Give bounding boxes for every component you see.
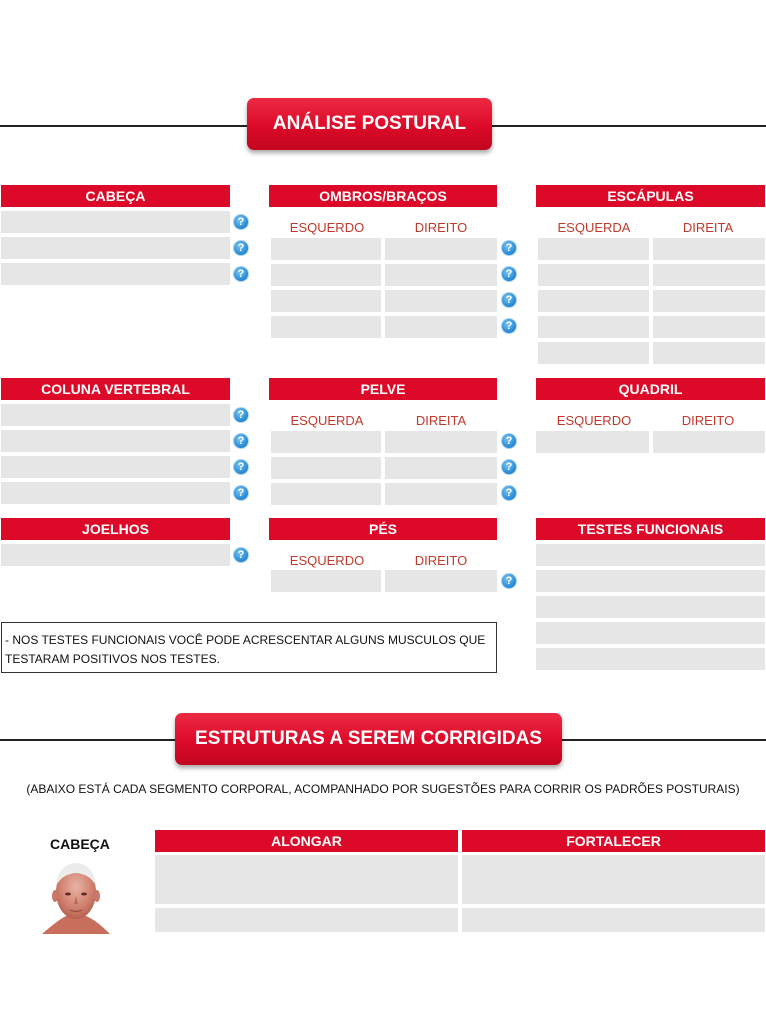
input-testes-3[interactable]: [536, 596, 765, 618]
header-fortalecer: [462, 830, 765, 852]
header-ombros-bracos: [269, 185, 497, 207]
subheader-esquerda: ESQUERDA: [557, 220, 631, 235]
input-testes-5[interactable]: [536, 648, 765, 670]
help-glyph: ?: [505, 487, 513, 499]
input-escapulas-dir-2[interactable]: [653, 264, 765, 286]
subheader-direita: DIREITA: [682, 220, 734, 235]
note-box: [1, 622, 497, 673]
input-quadril-esq-1[interactable]: [536, 431, 649, 453]
help-glyph: ?: [505, 268, 513, 280]
help-icon[interactable]: [233, 485, 249, 501]
input-pelve-dir-1[interactable]: [385, 431, 497, 453]
input-ombros-dir-4[interactable]: [385, 316, 497, 338]
input-escapulas-dir-5[interactable]: [653, 342, 765, 364]
help-icon[interactable]: [233, 266, 249, 282]
input-testes-2[interactable]: [536, 570, 765, 592]
help-glyph: ?: [237, 242, 245, 254]
input-testes-4[interactable]: [536, 622, 765, 644]
input-ombros-dir-2[interactable]: [385, 264, 497, 286]
header-text: JOELHOS: [82, 521, 149, 537]
section-title-estruturas: [175, 713, 562, 765]
section-title-text: ANÁLISE POSTURAL: [272, 113, 467, 134]
input-alongar-2[interactable]: [155, 908, 458, 932]
help-icon[interactable]: [501, 459, 517, 475]
help-icon[interactable]: [501, 266, 517, 282]
input-joelhos-1[interactable]: [1, 544, 230, 566]
help-glyph: ?: [505, 435, 513, 447]
help-glyph: ?: [237, 216, 245, 228]
help-glyph: ?: [505, 294, 513, 306]
input-ombros-esq-2[interactable]: [271, 264, 381, 286]
input-cabeca-1[interactable]: [1, 211, 230, 233]
input-pes-esq-1[interactable]: [271, 570, 381, 592]
help-glyph: ?: [505, 242, 513, 254]
header-text: QUADRIL: [618, 381, 683, 397]
segment-label: CABEÇA: [50, 836, 110, 852]
input-ombros-esq-1[interactable]: [271, 238, 381, 260]
help-icon[interactable]: [501, 433, 517, 449]
header-alongar: [155, 830, 458, 852]
section-caption: (ABAIXO ESTÁ CADA SEGMENTO CORPORAL, ACOMPANHADO POR SUGESTÕES PARA CORRIR OS PADRÕES POSTURAIS): [26, 782, 740, 796]
header-text: PELVE: [360, 381, 406, 397]
head-anatomy-image: [40, 858, 112, 934]
header-text: OMBROS/BRAÇOS: [319, 188, 447, 204]
header-text: ALONGAR: [271, 833, 342, 849]
input-ombros-esq-3[interactable]: [271, 290, 381, 312]
header-text: TESTES FUNCIONAIS: [577, 521, 724, 537]
input-pes-dir-1[interactable]: [385, 570, 497, 592]
input-ombros-esq-4[interactable]: [271, 316, 381, 338]
header-text: COLUNA VERTEBRAL: [41, 381, 190, 397]
section-title-text: ESTRUTURAS A SEREM CORRIGIDAS: [195, 728, 542, 749]
input-escapulas-esq-4[interactable]: [538, 316, 649, 338]
help-glyph: ?: [237, 461, 245, 473]
subheader-esquerdo: ESQUERDO: [289, 553, 365, 568]
help-glyph: ?: [237, 549, 245, 561]
subheader-direita: DIREITA: [415, 413, 467, 428]
help-icon[interactable]: [233, 214, 249, 230]
help-icon[interactable]: [501, 573, 517, 589]
input-pelve-dir-2[interactable]: [385, 457, 497, 479]
header-quadril: [536, 378, 765, 400]
help-icon[interactable]: [233, 459, 249, 475]
help-glyph: ?: [505, 461, 513, 473]
header-testes-funcionais: [536, 518, 765, 540]
input-cabeca-2[interactable]: [1, 237, 230, 259]
input-pelve-dir-3[interactable]: [385, 483, 497, 505]
help-glyph: ?: [237, 409, 245, 421]
input-escapulas-esq-2[interactable]: [538, 264, 649, 286]
help-glyph: ?: [505, 320, 513, 332]
input-coluna-3[interactable]: [1, 456, 230, 478]
input-pelve-esq-3[interactable]: [271, 483, 381, 505]
help-icon[interactable]: [233, 547, 249, 563]
subheader-direito: DIREITO: [414, 553, 468, 568]
header-coluna-vertebral: [1, 378, 230, 400]
help-glyph: ?: [237, 268, 245, 280]
help-glyph: ?: [237, 487, 245, 499]
header-joelhos: [1, 518, 230, 540]
input-coluna-2[interactable]: [1, 430, 230, 452]
input-escapulas-esq-3[interactable]: [538, 290, 649, 312]
input-alongar-1[interactable]: [155, 855, 458, 904]
header-text: FORTALECER: [566, 833, 661, 849]
header-text: CABEÇA: [85, 188, 146, 204]
help-icon[interactable]: [233, 240, 249, 256]
header-cabeca: [1, 185, 230, 207]
note-text: - NOS TESTES FUNCIONAIS VOCÊ PODE ACRESCENTAR ALGUNS MUSCULOS QUE TESTARAM POSITIVOS NOS TESTES.: [5, 633, 486, 666]
input-coluna-1[interactable]: [1, 404, 230, 426]
input-escapulas-dir-4[interactable]: [653, 316, 765, 338]
help-glyph: ?: [505, 575, 513, 587]
subheader-esquerda: ESQUERDA: [290, 413, 364, 428]
help-icon[interactable]: [501, 485, 517, 501]
help-icon[interactable]: [501, 292, 517, 308]
help-icon[interactable]: [233, 407, 249, 423]
subheader-esquerdo: ESQUERDO: [289, 220, 365, 235]
input-escapulas-dir-3[interactable]: [653, 290, 765, 312]
help-icon[interactable]: [501, 318, 517, 334]
input-quadril-dir-1[interactable]: [653, 431, 765, 453]
input-testes-1[interactable]: [536, 544, 765, 566]
header-pelve: [269, 378, 497, 400]
subheader-direito: DIREITO: [681, 413, 735, 428]
help-glyph: ?: [237, 435, 245, 447]
input-escapulas-esq-1[interactable]: [538, 238, 649, 260]
input-ombros-dir-3[interactable]: [385, 290, 497, 312]
section-title-analise-postural: [247, 98, 492, 150]
input-fortalecer-2[interactable]: [462, 908, 765, 932]
input-pelve-esq-1[interactable]: [271, 431, 381, 453]
input-escapulas-esq-5[interactable]: [538, 342, 649, 364]
input-ombros-dir-1[interactable]: [385, 238, 497, 260]
header-escapulas: [536, 185, 765, 207]
help-icon[interactable]: [233, 433, 249, 449]
header-text: ESCÁPULAS: [607, 188, 694, 204]
header-text: PÉS: [368, 521, 397, 537]
subheader-esquerdo: ESQUERDO: [556, 413, 632, 428]
subheader-direito: DIREITO: [414, 220, 468, 235]
input-cabeca-3[interactable]: [1, 263, 230, 285]
input-fortalecer-1[interactable]: [462, 855, 765, 904]
input-coluna-4[interactable]: [1, 482, 230, 504]
help-icon[interactable]: [501, 240, 517, 256]
input-pelve-esq-2[interactable]: [271, 457, 381, 479]
input-escapulas-dir-1[interactable]: [653, 238, 765, 260]
header-pes: [269, 518, 497, 540]
